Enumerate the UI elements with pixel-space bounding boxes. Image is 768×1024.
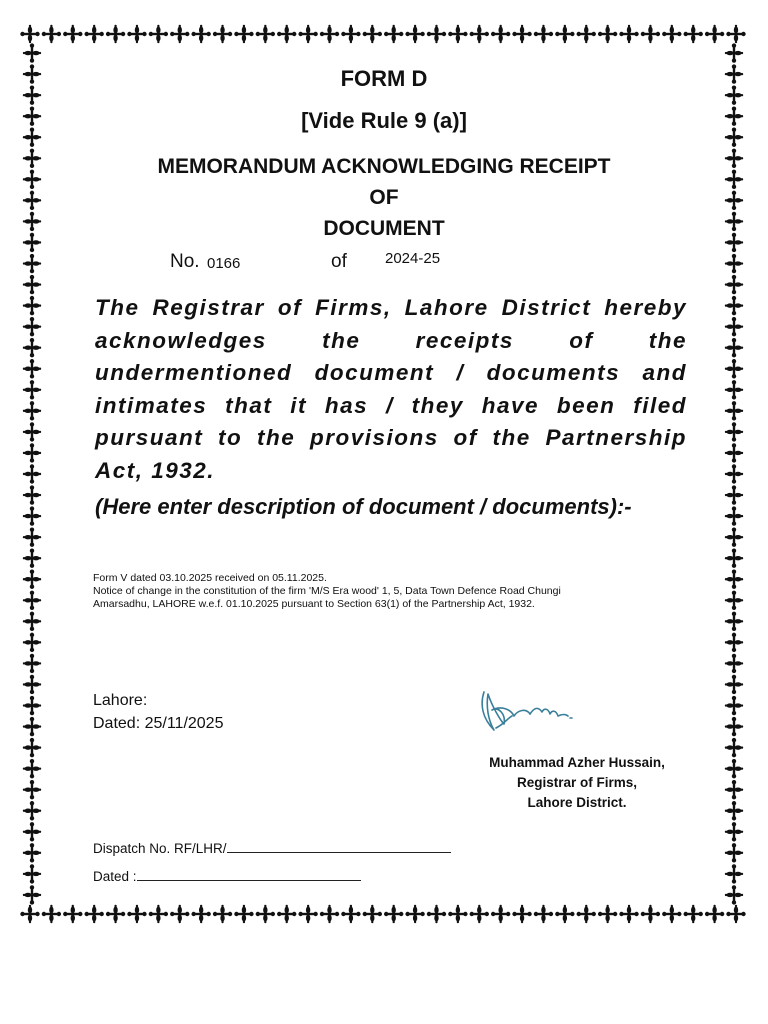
border-ornament	[725, 149, 743, 168]
border-ornament	[641, 25, 660, 43]
border-ornament	[725, 885, 743, 904]
border-ornament	[106, 25, 125, 43]
border-ornament	[341, 905, 360, 923]
border-ornament	[277, 25, 296, 43]
border-ornament	[23, 380, 41, 399]
border-ornament	[23, 506, 41, 525]
border-ornament	[23, 338, 41, 357]
border-ornament	[23, 654, 41, 673]
border-ornament	[23, 717, 41, 736]
border-ornament	[725, 696, 743, 715]
document-number-row	[0, 249, 768, 279]
border-ornament	[106, 905, 125, 923]
border-ornament	[23, 106, 41, 125]
border-ornament	[725, 548, 743, 567]
border-ornament	[23, 85, 41, 104]
border-ornament	[298, 905, 317, 923]
border-ornament	[23, 359, 41, 378]
border-ornament	[725, 443, 743, 462]
border-ornament	[191, 25, 210, 43]
dispatch-number-field	[93, 840, 451, 856]
border-ornament	[619, 905, 638, 923]
border-ornament	[470, 905, 489, 923]
signatory-block	[461, 753, 693, 813]
border-ornament	[662, 905, 681, 923]
border-ornament	[363, 905, 382, 923]
border-ornament	[213, 25, 232, 43]
memorandum-title-line: OF	[369, 186, 399, 209]
border-ornament	[42, 905, 61, 923]
border-ornament	[725, 633, 743, 652]
border-ornament	[23, 885, 41, 904]
border-ornament	[127, 905, 146, 923]
border-ornament	[20, 25, 39, 43]
border-ornament	[598, 905, 617, 923]
border-ornament	[23, 822, 41, 841]
border-ornament	[725, 527, 743, 546]
border-ornament	[23, 422, 41, 441]
year-value: 2024-25	[385, 250, 441, 267]
border-ornament	[512, 25, 531, 43]
border-ornament	[23, 212, 41, 231]
border-ornament	[641, 905, 660, 923]
border-ornament	[725, 591, 743, 610]
border-ornament	[725, 843, 743, 862]
border-ornament	[363, 25, 382, 43]
border-ornament	[256, 25, 275, 43]
border-ornament	[384, 905, 403, 923]
border-ornament	[42, 25, 61, 43]
border-ornament	[725, 128, 743, 147]
border-ornament	[705, 25, 724, 43]
border-ornament	[577, 905, 596, 923]
border-ornament	[725, 464, 743, 483]
border-ornament	[725, 212, 743, 231]
border-ornament	[725, 864, 743, 883]
border-ornament	[127, 25, 146, 43]
border-ornament	[23, 485, 41, 504]
border-ornament	[725, 612, 743, 631]
border-ornament	[725, 338, 743, 357]
border-ornament	[23, 170, 41, 189]
border-ornament	[725, 317, 743, 336]
border-ornament	[534, 25, 553, 43]
border-ornament	[725, 422, 743, 441]
border-ornament	[23, 191, 41, 210]
border-ornament	[23, 633, 41, 652]
description-line: Notice of change in the constitution of the firm 'M/S Era wood' 1, 5, Data Town Defence Road Chungi	[93, 585, 561, 597]
memorandum-title	[60, 151, 708, 244]
signatory-designation: Registrar of Firms,	[516, 775, 638, 790]
memorandum-title-line: MEMORANDUM ACKNOWLEDGING RECEIPT	[157, 155, 611, 178]
border-ornament	[598, 25, 617, 43]
border-ornament	[84, 905, 103, 923]
border-ornament	[170, 905, 189, 923]
border-ornament	[725, 296, 743, 315]
number-value: 0166	[207, 255, 241, 272]
of-label: of	[331, 251, 347, 272]
border-ornament	[234, 25, 253, 43]
memorandum-title-line: DOCUMENT	[323, 217, 445, 240]
border-ornament	[405, 905, 424, 923]
border-ornament	[23, 464, 41, 483]
signatory-name: Muhammad Azher Hussain,	[489, 755, 665, 770]
border-ornament	[149, 25, 168, 43]
border-ornament	[725, 801, 743, 820]
border-ornament	[534, 905, 553, 923]
border-ornament	[725, 170, 743, 189]
border-ornament	[725, 380, 743, 399]
border-ornament	[23, 801, 41, 820]
border-ornament	[684, 905, 703, 923]
border-ornament	[705, 905, 724, 923]
number-label: No.	[170, 251, 200, 272]
border-ornament	[470, 25, 489, 43]
border-ornament	[491, 25, 510, 43]
border-ornament	[23, 317, 41, 336]
place-label: Lahore:	[93, 692, 148, 709]
border-ornament	[23, 401, 41, 420]
border-ornament	[726, 905, 745, 923]
border-ornament	[726, 25, 745, 43]
border-ornament	[23, 64, 41, 83]
border-ornament	[725, 191, 743, 210]
border-ornament	[213, 905, 232, 923]
border-ornament	[23, 570, 41, 589]
dispatch-date-label: Dated :	[93, 869, 137, 884]
border-ornament	[23, 675, 41, 694]
border-ornament	[684, 25, 703, 43]
dispatch-blank-line	[227, 840, 451, 853]
border-ornament	[725, 717, 743, 736]
border-ornament	[725, 485, 743, 504]
border-ornament	[512, 905, 531, 923]
border-ornament	[491, 905, 510, 923]
border-ornament	[725, 738, 743, 757]
border-ornament	[725, 85, 743, 104]
description-line: Amarsadhu, LAHORE w.e.f. 01.10.2025 pursuant to Section 63(1) of the Partnership Act, 1932.	[93, 598, 535, 610]
dispatch-date-blank-line	[137, 868, 361, 881]
signature-icon	[474, 684, 580, 740]
border-ornament	[23, 296, 41, 315]
border-ornament	[577, 25, 596, 43]
border-ornament	[725, 401, 743, 420]
border-ornament	[448, 905, 467, 923]
border-ornament	[63, 25, 82, 43]
dated-label: Dated: 25/11/2025	[93, 715, 224, 732]
rule-reference: [Vide Rule 9 (a)]	[301, 108, 467, 133]
form-title: FORM D	[340, 66, 428, 91]
border-ornament	[725, 43, 743, 62]
border-ornament	[320, 25, 339, 43]
border-ornament	[725, 106, 743, 125]
border-ornament	[23, 128, 41, 147]
place-and-date	[93, 689, 223, 735]
border-ornament	[384, 25, 403, 43]
border-ornament	[23, 43, 41, 62]
border-ornament	[23, 864, 41, 883]
border-ornament	[20, 905, 39, 923]
border-ornament	[725, 675, 743, 694]
border-ornament	[555, 905, 574, 923]
border-ornament	[170, 25, 189, 43]
border-ornament	[448, 25, 467, 43]
border-ornament	[23, 780, 41, 799]
border-ornament	[23, 527, 41, 546]
border-ornament	[725, 780, 743, 799]
border-ornament	[149, 905, 168, 923]
description-prompt: (Here enter description of document / documents):-	[95, 494, 632, 519]
border-ornament	[63, 905, 82, 923]
document-description	[93, 572, 689, 611]
border-ornament	[298, 25, 317, 43]
dispatch-date-field	[93, 868, 361, 884]
border-ornament	[725, 359, 743, 378]
border-ornament	[23, 548, 41, 567]
border-ornament	[23, 738, 41, 757]
border-ornament	[405, 25, 424, 43]
border-ornament	[256, 905, 275, 923]
border-ornament	[23, 696, 41, 715]
border-ornament	[725, 654, 743, 673]
border-ornament	[23, 843, 41, 862]
border-ornament	[619, 25, 638, 43]
border-ornament	[427, 905, 446, 923]
border-ornament	[234, 905, 253, 923]
border-ornament	[277, 905, 296, 923]
border-ornament	[341, 25, 360, 43]
border-ornament	[555, 25, 574, 43]
border-ornament	[725, 506, 743, 525]
signatory-district: Lahore District.	[527, 795, 627, 810]
acknowledgement-paragraph: The Registrar of Firms, Lahore District hereby acknowledges the receipts of the undermentioned document / documents and intimates that it has / they have been filed pursuant to the provisions of the Partnership Act, 1932.	[95, 295, 687, 483]
border-ornament	[23, 591, 41, 610]
border-ornament	[725, 64, 743, 83]
border-ornament	[23, 443, 41, 462]
border-ornament	[84, 25, 103, 43]
dispatch-label: Dispatch No. RF/LHR/	[93, 841, 227, 856]
border-ornament	[725, 759, 743, 778]
border-ornament	[320, 905, 339, 923]
description-line: Form V dated 03.10.2025 received on 05.11.2025.	[93, 572, 327, 584]
border-ornament	[23, 759, 41, 778]
border-ornament	[23, 612, 41, 631]
border-ornament	[191, 905, 210, 923]
border-ornament	[725, 570, 743, 589]
border-ornament	[662, 25, 681, 43]
border-ornament	[427, 25, 446, 43]
border-ornament	[23, 149, 41, 168]
border-ornament	[725, 822, 743, 841]
